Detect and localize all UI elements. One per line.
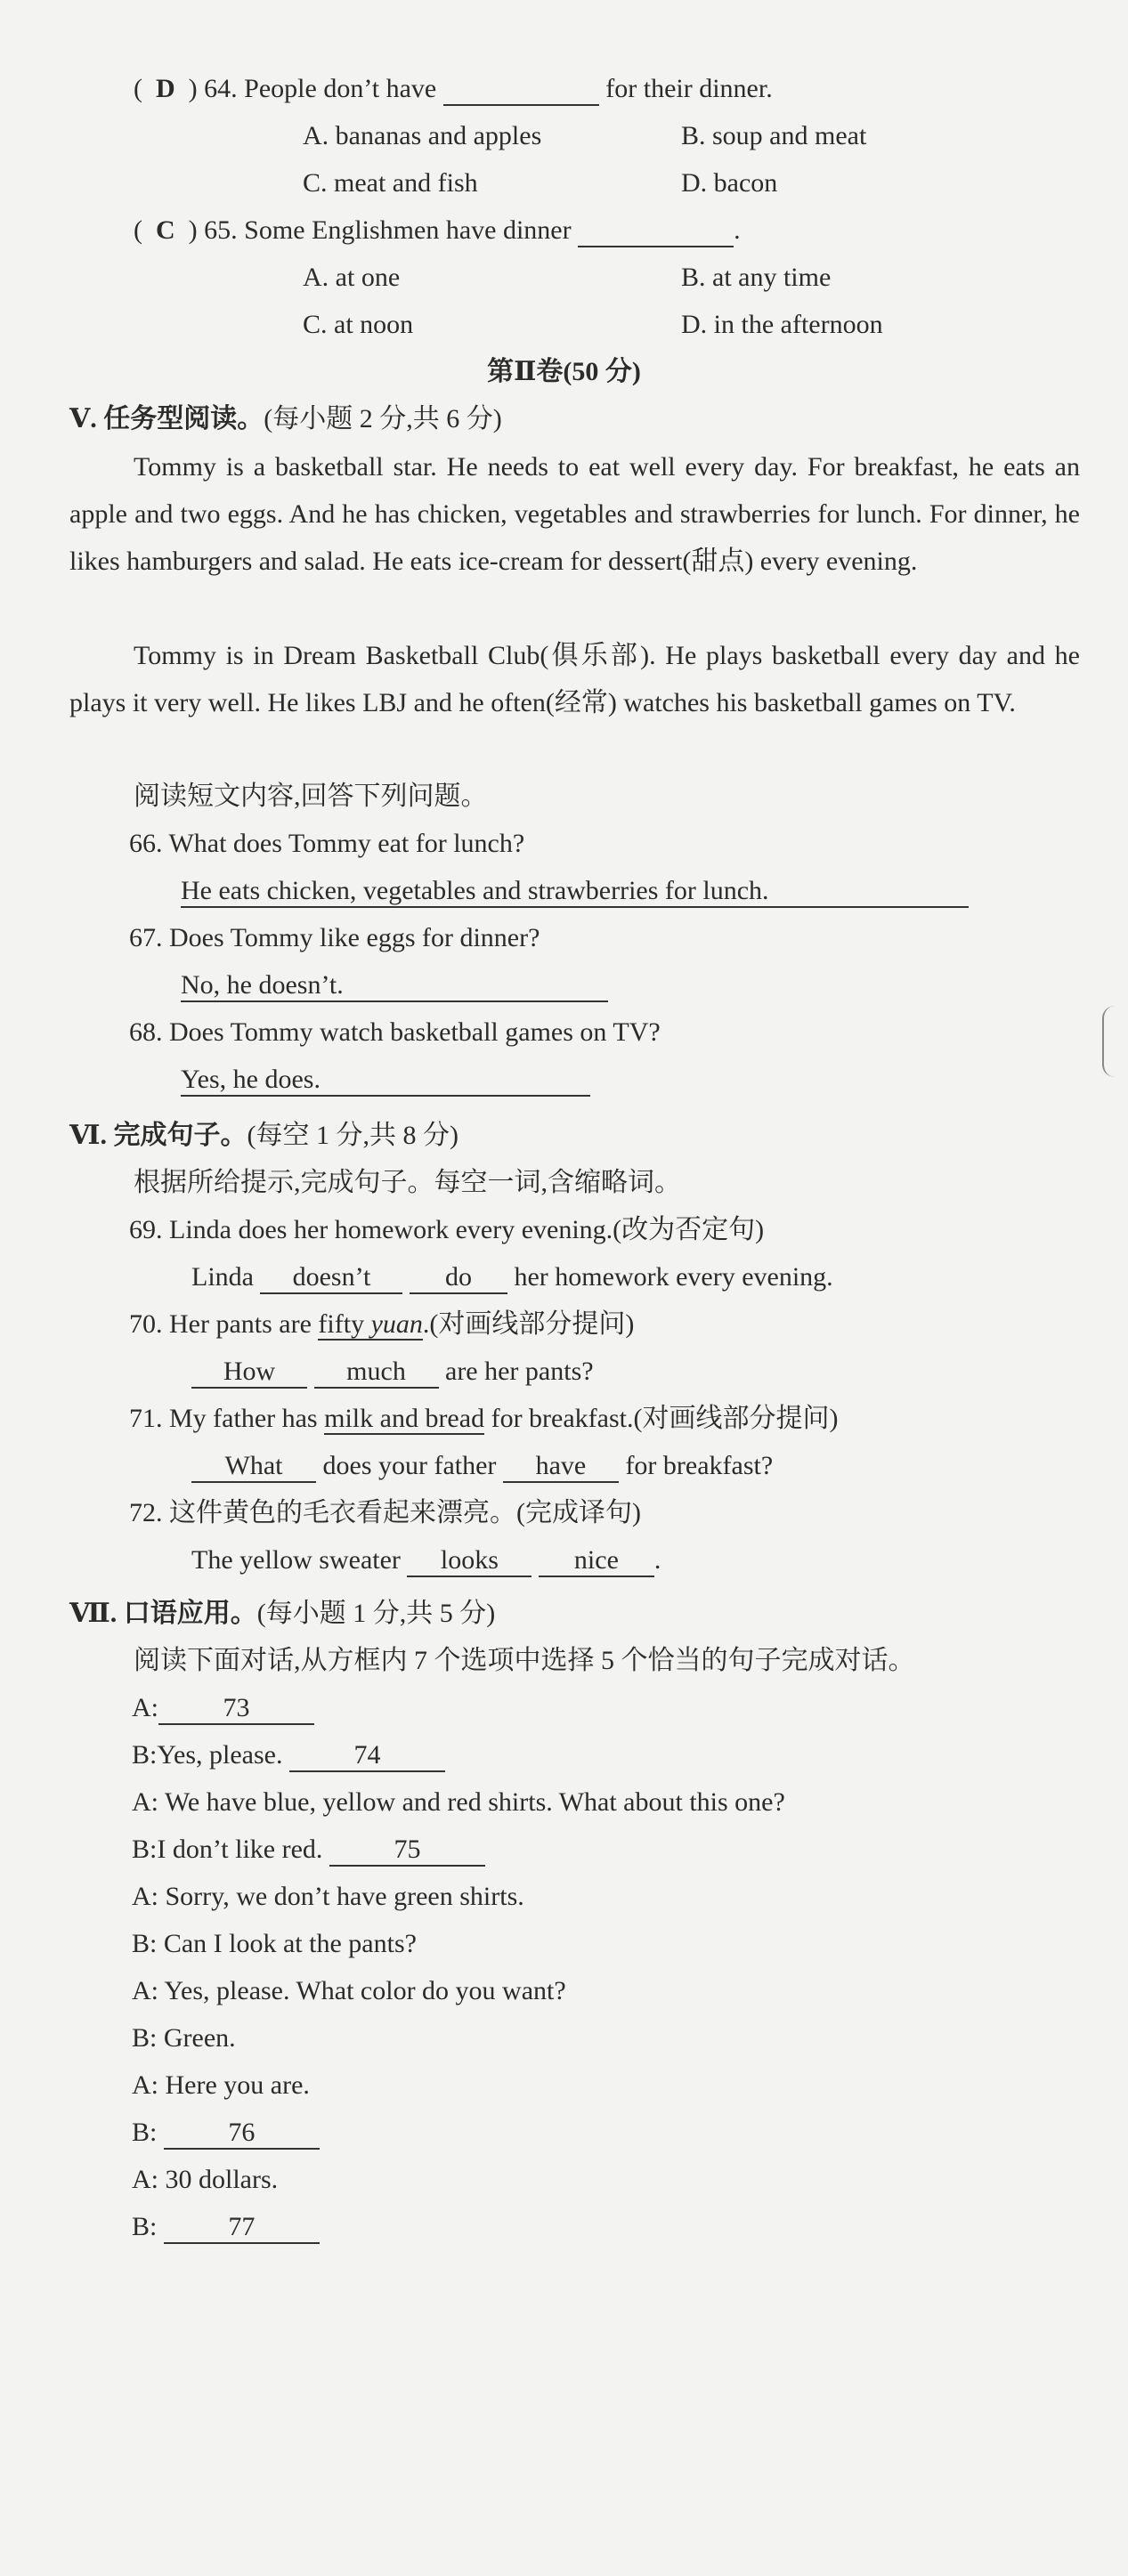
page-edge-mark: [1102, 1006, 1128, 1077]
speaker: A:: [132, 1693, 158, 1722]
blank: [578, 215, 734, 247]
answer-text: does your father: [322, 1451, 497, 1480]
dialog-line: [132, 1738, 445, 1773]
speaker: B:: [132, 2212, 158, 2241]
question-70: [129, 1307, 634, 1342]
answer-72: [191, 1543, 661, 1578]
instruction: 阅读短文内容,回答下列问题。: [134, 782, 488, 811]
answer-line: He eats chicken, vegetables and strawberries for lunch.: [181, 876, 969, 908]
dialog-line: B: Can I look at the pants?: [132, 1929, 417, 1958]
answer-text: her homework every evening.: [514, 1262, 833, 1292]
answer-67: [181, 968, 608, 1003]
question-text: .: [734, 215, 741, 245]
passage-paragraph-1: Tommy is a basketball star. He needs to eat well every day. For breakfast, he eats an apple and two eggs. And he has chicken, vegetables and strawberries for lunch. For dinner, he likes hamburgers and salad. He eats ice-cream for dessert(甜点) every evening.: [69, 452, 1080, 576]
section-title: Ⅴ. 任务型阅读。: [69, 404, 264, 433]
dialog-line: B: Green.: [132, 2023, 236, 2053]
answer-text: Linda: [191, 1262, 254, 1292]
question-number: 64.: [204, 74, 238, 103]
answer-blank: looks: [407, 1545, 532, 1577]
speaker: B:: [132, 2118, 158, 2147]
dialog-line: [132, 2209, 320, 2245]
answer-blank: do: [410, 1262, 507, 1294]
underlined-text: fifty: [318, 1309, 365, 1339]
passage-paragraph-2: Tommy is in Dream Basketball Club(俱乐部). He plays basketball every day and he plays it very well. He likes LBJ and he often(经常) watches his basketball games on TV.: [69, 641, 1080, 717]
question-64: [134, 71, 773, 107]
section-title: Ⅶ. 口语应用。: [69, 1599, 257, 1628]
section-7-heading: [69, 1596, 495, 1632]
answer-68: [181, 1062, 590, 1098]
answer-blank: nice: [539, 1545, 654, 1577]
section-note: (每空 1 分,共 8 分): [247, 1121, 459, 1150]
question-65: [134, 213, 741, 248]
section-title: Ⅵ. 完成句子。: [69, 1121, 248, 1150]
answer-line: No, he doesn’t.: [181, 970, 608, 1002]
question-text: .(对画线部分提问): [422, 1309, 635, 1339]
dialog-blank: 73: [158, 1693, 314, 1725]
speaker: B:: [132, 1740, 158, 1770]
answer-line: Yes, he does.: [181, 1065, 590, 1097]
answer-69: [191, 1260, 833, 1295]
answer-64: D: [156, 74, 175, 103]
option-c: C. meat and fish: [303, 168, 478, 198]
answer-text: for breakfast?: [625, 1451, 774, 1480]
paren-open: (: [134, 215, 142, 245]
dialog-line: A: Sorry, we don’t have green shirts.: [132, 1882, 524, 1911]
dialog-line: [132, 1832, 485, 1867]
blank: [443, 74, 599, 106]
answer-70: [191, 1354, 594, 1389]
question-text: Some Englishmen have dinner: [244, 215, 572, 245]
question-text: for breakfast.(对画线部分提问): [491, 1404, 839, 1433]
section-6-heading: [69, 1118, 459, 1154]
dialog-line: A: We have blue, yellow and red shirts. What about this one?: [132, 1787, 785, 1817]
option-c: C. at noon: [303, 310, 414, 339]
option-d: D. in the afternoon: [681, 310, 883, 339]
dialog-blank: 77: [164, 2212, 320, 2244]
answer-65: C: [156, 215, 175, 245]
answer-text: The yellow sweater: [191, 1545, 401, 1575]
answer-blank: have: [503, 1451, 619, 1483]
underlined-italic: yuan: [370, 1309, 423, 1339]
paren-close: ): [188, 215, 198, 245]
instruction: 根据所给提示,完成句子。每空一词,含缩略词。: [134, 1168, 681, 1197]
answer-66: [181, 873, 969, 909]
question-text: 70. Her pants are: [129, 1309, 312, 1339]
question-66: 66. What does Tommy eat for lunch?: [129, 829, 525, 858]
dialog-blank: 75: [329, 1835, 485, 1867]
dialog-text: I don’t like red.: [157, 1835, 323, 1864]
option-a: A. at one: [303, 263, 401, 292]
dialog-line: A: Yes, please. What color do you want?: [132, 1976, 566, 2005]
speaker: B:: [132, 1835, 158, 1864]
section-note: (每小题 2 分,共 6 分): [264, 404, 502, 433]
instruction: 阅读下面对话,从方框内 7 个选项中选择 5 个恰当的句子完成对话。: [134, 1646, 915, 1675]
dialog-line: A: Here you are.: [132, 2070, 310, 2100]
section-5-heading: [69, 401, 502, 437]
question-67: 67. Does Tommy like eggs for dinner?: [129, 923, 540, 952]
section-note: (每小题 1 分,共 5 分): [256, 1599, 496, 1628]
question-text: for their dinner.: [605, 74, 773, 103]
dialog-line: [132, 2115, 320, 2151]
paren-open: (: [134, 74, 142, 103]
dialog-line: A: 30 dollars.: [132, 2165, 279, 2194]
answer-blank: much: [314, 1357, 439, 1389]
question-number: 65.: [204, 215, 238, 245]
answer-text: .: [653, 1545, 661, 1575]
answer-blank: doesn’t: [260, 1262, 402, 1294]
question-text: 71. My father has: [129, 1404, 318, 1433]
dialog-blank: 74: [289, 1740, 445, 1772]
question-68: 68. Does Tommy watch basketball games on TV?: [129, 1017, 661, 1047]
answer-blank: How: [191, 1357, 307, 1389]
dialog-line: [132, 1690, 314, 1726]
part-title: 第Ⅱ卷(50 分): [487, 357, 641, 386]
answer-71: [191, 1448, 773, 1484]
option-a: A. bananas and apples: [303, 121, 542, 150]
question-text: People don’t have: [244, 74, 437, 103]
dialog-text: Yes, please.: [157, 1740, 283, 1770]
answer-blank: What: [191, 1451, 316, 1483]
option-b: B. soup and meat: [681, 121, 867, 150]
question-72: 72. 这件黄色的毛衣看起来漂亮。(完成译句): [129, 1498, 641, 1527]
question-71: [129, 1401, 838, 1437]
question-69: 69. Linda does her homework every evening.(改为否定句): [129, 1215, 765, 1244]
paren-close: ): [188, 74, 198, 103]
option-d: D. bacon: [681, 168, 778, 198]
dialog-blank: 76: [164, 2118, 320, 2150]
underlined-text: milk and bread: [324, 1404, 485, 1433]
option-b: B. at any time: [681, 263, 832, 292]
answer-text: are her pants?: [445, 1357, 594, 1386]
underlined-part: [318, 1309, 422, 1341]
